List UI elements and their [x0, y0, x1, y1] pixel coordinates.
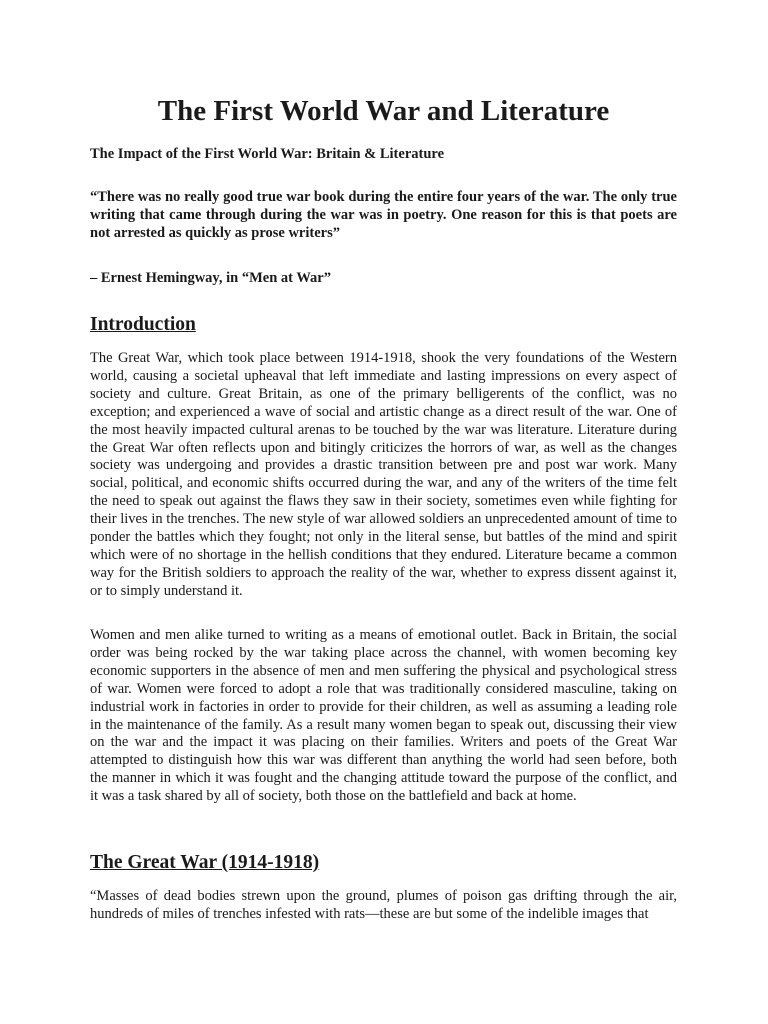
page-title: The First World War and Literature: [157, 95, 610, 127]
section-heading-introduction: Introduction: [90, 314, 196, 335]
paragraph: The Great War, which took place between 1914-1918, shook the very foundations of the Western world, causing a societal upheaval that left immediate and lasting impressions on every aspect of society and culture. Great Britain, as one of the primary belligerents of the conflict, was no exception; and experienced a wave of social and artistic change as a direct result of the war. One of the most heavily impacted cultural arenas to be touched by the war was literature. Literature during the Great War often reflects upon and bitingly criticizes the horrors of war, as well as the changes society was undergoing and provides a drastic transition between pre and post war work. Many social, political, and economic shifts occurred during the war, and any of the writers of the time felt the need to speak out against the flaws they saw in their society, sometimes even while fighting for their lives in the trenches. The new style of war allowed soldiers an unprecedented amount of time to ponder the battles which they fought; not only in the literal sense, but battles of the mind and spirit which were of no shortage in the hellish conditions that they endured. Literature became a common way for the British soldiers to approach the reality of the war, whether to express dissent against it, or to simply understand it.: [90, 350, 677, 599]
epigraph-quote: “There was no really good true war book during the entire four years of the war. The only true writing that came through during the war was in poetry. One reason for this is that poets are not arrested as quickly as prose writers”: [90, 189, 677, 241]
quote-attribution: – Ernest Hemingway, in “Men at War”: [90, 270, 331, 286]
document-subtitle: The Impact of the First World War: Britain & Literature: [90, 146, 445, 162]
paragraph: Women and men alike turned to writing as a means of emotional outlet. Back in Britain, the social order was being rocked by the war taking place across the channel, with women becoming key economic supporters in the absence of men and men suffering the physical and psychological stress of war. Women were forced to adopt a role that was traditionally considered masculine, taking on industrial work in factories in order to provide for their children, as well as assuming a leading role in the maintenance of the family. As a result many women began to speak out, discussing their view on the war and the impact it was placing on their families. Writers and poets of the Great War attempted to distinguish how this war was different than anything the world had seen before, both the manner in which it was fought and the changing attitude toward the purpose of the conflict, and it was a task shared by all of society, both those on the battlefield and back at home.: [90, 627, 677, 805]
section-heading-great-war: The Great War (1914-1918): [90, 852, 320, 873]
paragraph: “Masses of dead bodies strewn upon the ground, plumes of poison gas drifting through the air, hundreds of miles of trenches infested with rats—these are but some of the indelible images that: [90, 888, 677, 922]
